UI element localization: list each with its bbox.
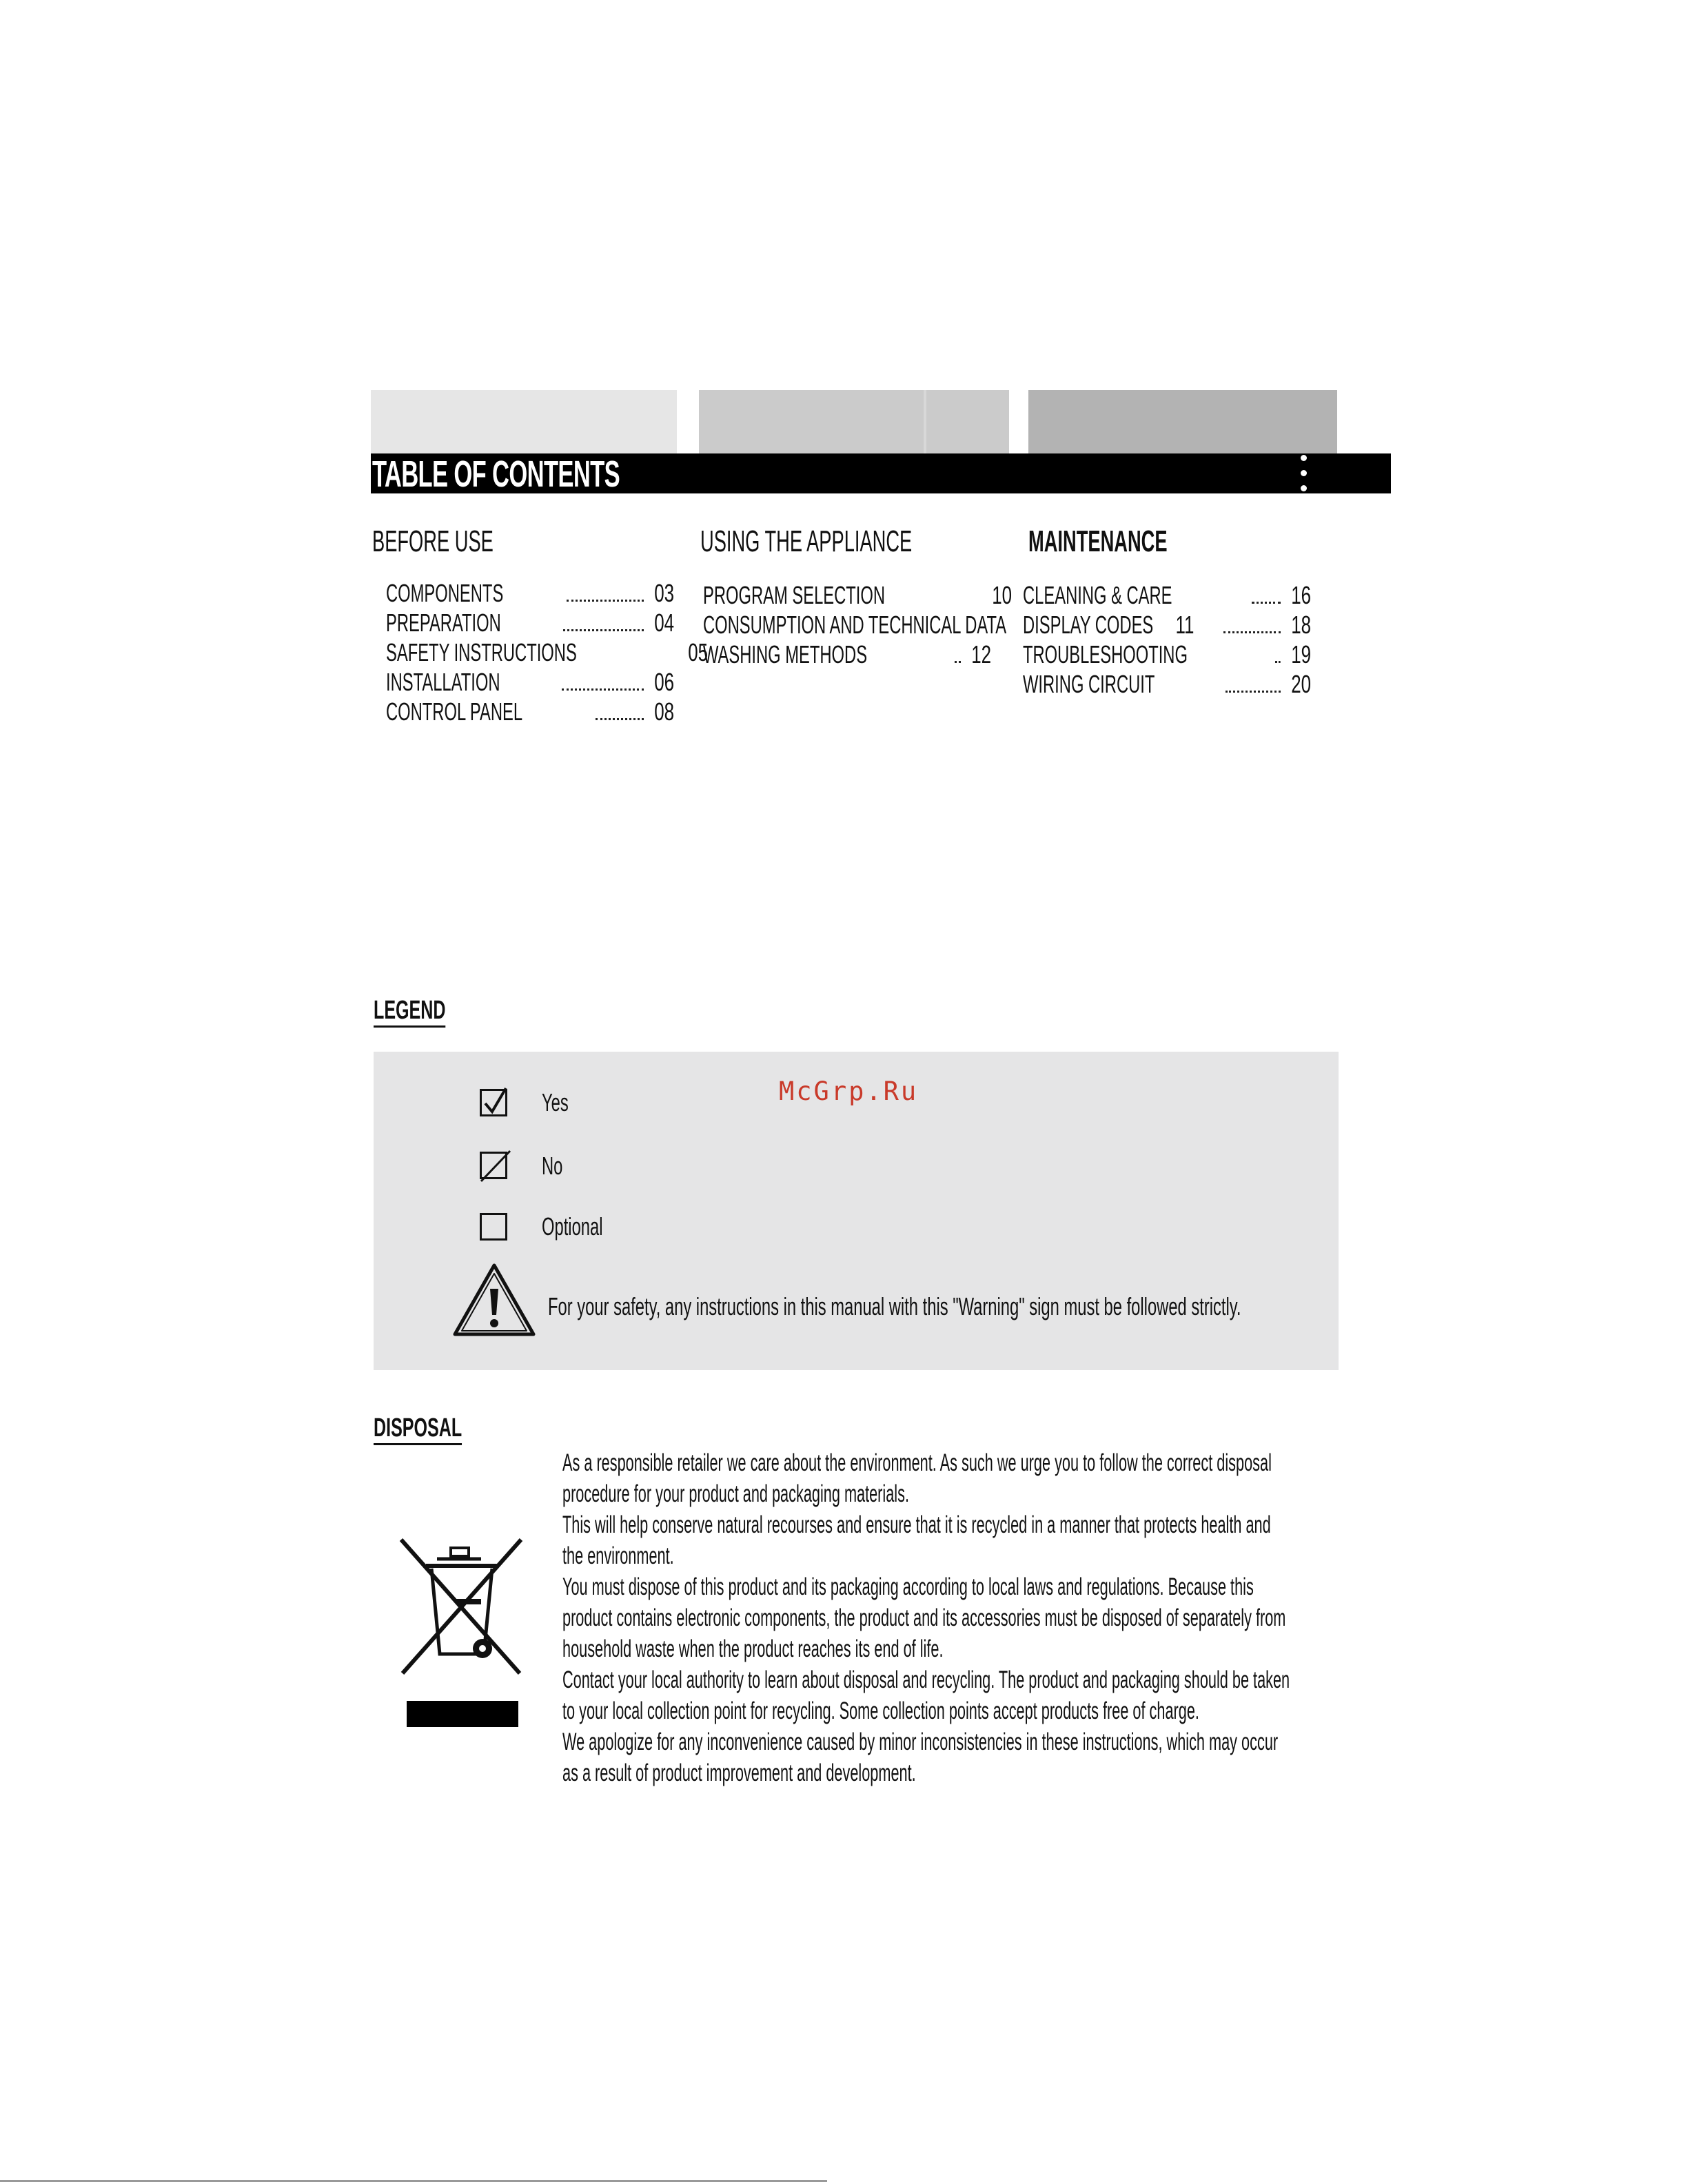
- toc-entry-page: 06: [654, 668, 674, 696]
- legend-heading: LEGEND: [374, 997, 446, 1028]
- toc-entry[interactable]: [386, 578, 674, 608]
- toc-entry-page: 18: [1291, 611, 1311, 639]
- toc-entry-label: PROGRAM SELECTION: [703, 581, 886, 609]
- legend-warning-text: For your safety, any instructions in this manual with this "Warning" sign must be followed strictly.: [548, 1292, 1241, 1320]
- toc-entry-label: COMPONENTS: [386, 579, 504, 607]
- legend-label-no: No: [542, 1152, 563, 1180]
- section-tab-using-appliance: [699, 390, 1009, 453]
- disposal-line: as a result of product improvement and development.: [562, 1759, 916, 1786]
- toc-entry-label: CLEANING & CARE: [1023, 581, 1172, 609]
- toc-entry[interactable]: [1023, 669, 1311, 699]
- disposal-text: [562, 1447, 1355, 1788]
- disposal-line: We apologize for any inconvenience caused by minor inconsistencies in these instructions, which may occur: [562, 1728, 1279, 1755]
- toc-heading-before-use: BEFORE USE: [372, 524, 494, 558]
- disposal-line: Contact your local authority to learn about disposal and recycling. The product and packaging should be taken: [562, 1666, 1290, 1693]
- disposal-line: household waste when the product reaches its end of life.: [562, 1635, 944, 1662]
- checkbox-empty-icon: [480, 1213, 507, 1241]
- disposal-line: This will help conserve natural recourses and ensure that it is recycled in a manner that protects health and: [562, 1511, 1271, 1538]
- watermark-text: McGrp.Ru: [779, 1076, 919, 1106]
- toc-entry-page: 10: [992, 581, 1013, 609]
- toc-entry[interactable]: [1023, 580, 1311, 610]
- toc-entry-page: 11: [1175, 611, 1194, 639]
- checkbox-crossed-icon: [480, 1152, 507, 1179]
- toc-entry-label: PREPARATION: [386, 609, 501, 637]
- toc-entry-label: WIRING CIRCUIT: [1023, 670, 1155, 698]
- toc-heading-maintenance: MAINTENANCE: [1028, 524, 1168, 558]
- toc-entry-page: 20: [1291, 670, 1311, 698]
- legend-label-optional: Optional: [542, 1212, 603, 1241]
- crossed-out-wheelie-bin-icon: [396, 1538, 528, 1728]
- toc-entry-page: 05: [688, 638, 709, 666]
- page-bottom-rule: [0, 2180, 827, 2182]
- toc-entry[interactable]: [1023, 640, 1311, 669]
- warning-triangle-icon: [452, 1263, 536, 1338]
- title-bar: [371, 453, 1391, 493]
- toc-list-before-use: [386, 578, 709, 726]
- toc-heading-using-appliance: USING THE APPLIANCE: [700, 524, 913, 558]
- disposal-line: As a responsible retailer we care about the environment. As such we urge you to follow the correct disposal: [562, 1449, 1272, 1476]
- section-tab-maintenance: [1028, 390, 1337, 453]
- toc-entry-page: 03: [654, 579, 674, 607]
- toc-entry-page: 16: [1291, 581, 1311, 609]
- disposal-line: to your local collection point for recycling. Some collection points accept products free of charge.: [562, 1697, 1199, 1724]
- toc-entry[interactable]: [386, 608, 674, 637]
- toc-entry-page: 19: [1291, 640, 1311, 669]
- section-tab-before-use: [371, 390, 677, 453]
- legend-label-yes: Yes: [542, 1088, 569, 1116]
- toc-entry[interactable]: [703, 580, 1013, 610]
- toc-entry-page: 08: [654, 697, 674, 726]
- toc-entry[interactable]: [1023, 610, 1311, 640]
- toc-entry-label: DISPLAY CODES: [1023, 611, 1154, 639]
- toc-list-maintenance: [1023, 580, 1311, 699]
- toc-entry[interactable]: [386, 667, 674, 697]
- disposal-line: product contains electronic components, the product and its accessories must be disposed of separately from: [562, 1604, 1286, 1631]
- page-title: TABLE OF CONTENTS: [372, 453, 620, 495]
- toc-entry-label: CONTROL PANEL: [386, 697, 523, 726]
- disposal-line: the environment.: [562, 1542, 674, 1569]
- section-tab-divider: [924, 390, 926, 453]
- disposal-line: You must dispose of this product and its packaging according to local laws and regulations. Because this: [562, 1573, 1254, 1600]
- toc-entry-label: INSTALLATION: [386, 668, 500, 696]
- toc-entry-label: WASHING METHODS: [703, 640, 868, 669]
- toc-entry[interactable]: [703, 640, 991, 669]
- checkbox-checked-icon: [480, 1089, 507, 1116]
- toc-entry-label: SAFETY INSTRUCTIONS: [386, 638, 577, 666]
- toc-entry[interactable]: [386, 637, 709, 667]
- disposal-line: procedure for your product and packaging materials.: [562, 1480, 910, 1507]
- toc-entry-label: TROUBLESHOOTING: [1023, 640, 1188, 669]
- toc-entry-page: 04: [654, 609, 674, 637]
- disposal-heading: DISPOSAL: [374, 1414, 462, 1445]
- vertical-dots-icon: [1299, 453, 1308, 493]
- toc-entry-page: 12: [971, 640, 991, 669]
- toc-entry-label: CONSUMPTION AND TECHNICAL DATA: [703, 611, 1007, 639]
- toc-entry[interactable]: [386, 697, 674, 726]
